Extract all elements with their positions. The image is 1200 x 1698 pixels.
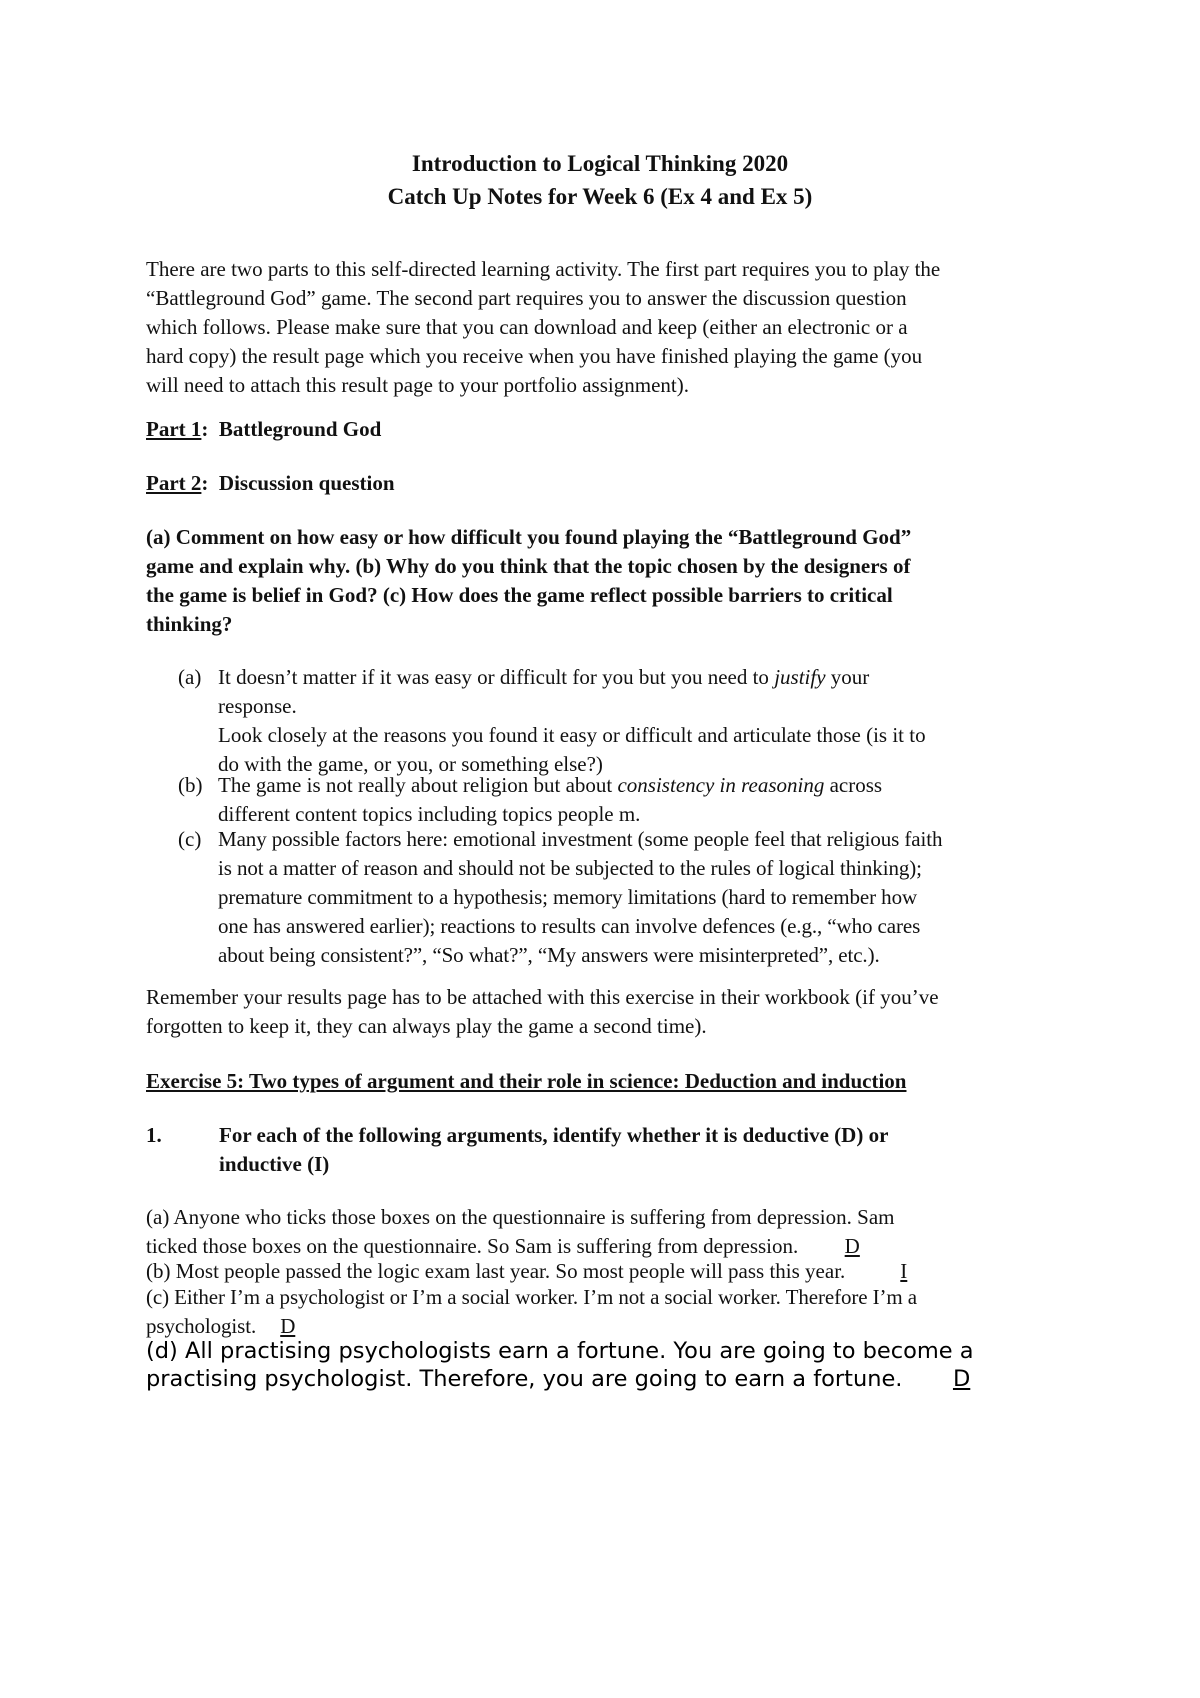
answer-c-line: Many possible factors here: emotional investment (some people feel that religious faith <box>218 827 943 851</box>
document-subtitle: Catch Up Notes for Week 6 (Ex 4 and Ex 5) <box>387 184 813 209</box>
answer-a-pre: It doesn’t matter if it was easy or difficult for you but you need to <box>218 665 775 689</box>
answer-a <box>178 663 1058 779</box>
document-title: Introduction to Logical Thinking 2020 <box>411 151 789 176</box>
answer-c-line: premature commitment to a hypothesis; memory limitations (hard to remember how <box>218 885 918 909</box>
answer-c-line: is not a matter of reason and should not be subjected to the rules of logical thinking); <box>218 856 922 880</box>
exercise5-heading: Exercise 5: Two types of argument and their role in science: Deduction and induction <box>146 1069 907 1093</box>
question-line: thinking? <box>146 612 233 636</box>
item-a-answer: D <box>844 1234 860 1258</box>
question-line: game and explain why. (b) Why do you think that the topic chosen by the designers of <box>146 554 911 578</box>
item-c-text: psychologist. <box>146 1314 257 1338</box>
intro-line: which follows. Please make sure that you can download and keep (either an electronic or a <box>146 315 908 339</box>
item-b-answer: I <box>900 1259 908 1283</box>
answer-a-line1 <box>218 663 1058 692</box>
part1-heading <box>146 415 1046 444</box>
answer-b-emphasis: consistency in reasoning <box>617 773 825 797</box>
part1-label: Part 1 <box>146 417 202 441</box>
remember-line: Remember your results page has to be attached with this exercise in their workbook (if you’ve <box>146 985 939 1009</box>
question1-line2: inductive (I) <box>219 1152 330 1176</box>
question-line: the game is belief in God? (c) How does the game reflect possible barriers to critical <box>146 583 893 607</box>
answer-a-line2: response. <box>218 694 297 718</box>
intro-line: There are two parts to this self-directed learning activity. The first part requires you to play the <box>146 257 941 281</box>
intro-line: “Battleground God” game. The second part requires you to answer the discussion question <box>146 286 907 310</box>
part2-heading <box>146 469 1046 498</box>
item-c <box>146 1283 1086 1341</box>
answer-b-label: (b) <box>178 773 203 797</box>
item-d-text: practising psychologist. Therefore, you are going to earn a fortune. <box>146 1366 903 1392</box>
remember-line: forgotten to keep it, they can always play the game a second time). <box>146 1014 707 1038</box>
item-a-line1: (a) Anyone who ticks those boxes on the questionnaire is suffering from depression. Sam <box>146 1205 895 1229</box>
intro-paragraph <box>146 255 1046 400</box>
item-a <box>146 1203 1066 1261</box>
intro-line: will need to attach this result page to your portfolio assignment). <box>146 373 689 397</box>
answer-c-line: about being consistent?”, “So what?”, “My answers were misinterpreted”, etc.). <box>218 943 880 967</box>
answer-a-line3: Look closely at the reasons you found it easy or difficult and articulate those (is it to <box>218 723 926 747</box>
item-d-line1: (d) All practising psychologists earn a fortune. You are going to become a <box>146 1338 974 1364</box>
item-c-answer: D <box>280 1314 296 1338</box>
item-d-answer: D <box>952 1366 971 1392</box>
answer-a-line4: do with the game, or you, or something else?) <box>218 752 603 776</box>
remember-paragraph <box>146 983 1046 1041</box>
intro-line: hard copy) the result page which you receive when you have finished playing the game (you <box>146 344 923 368</box>
item-d-line2 <box>146 1365 1014 1394</box>
answer-b-post: across <box>824 773 883 797</box>
answer-b-text <box>218 771 1058 829</box>
question1-number: 1. <box>146 1123 162 1147</box>
answer-b-line1 <box>218 771 1058 800</box>
part2-text: Discussion question <box>218 471 395 495</box>
item-a-text: ticked those boxes on the questionnaire. So Sam is suffering from depression. <box>146 1234 799 1258</box>
question1-text <box>219 1121 1039 1179</box>
part1-text: Battleground God <box>218 417 382 441</box>
discussion-question <box>146 523 1046 639</box>
answer-c <box>178 825 1058 970</box>
question1-line1: For each of the following arguments, identify whether it is deductive (D) or <box>219 1123 889 1147</box>
part2-label: Part 2 <box>146 471 202 495</box>
item-b-line1 <box>146 1257 1066 1286</box>
answer-c-label: (c) <box>178 827 202 851</box>
question-line: (a) Comment on how easy or how difficult you found playing the “Battleground God” <box>146 525 912 549</box>
answer-b-line2: different content topics including topics people m. <box>218 802 641 826</box>
part2-colon: : <box>201 471 209 495</box>
answer-a-post: your <box>825 665 870 689</box>
answer-a-text <box>218 663 1058 779</box>
answer-b <box>178 771 1058 829</box>
part1-colon: : <box>201 417 209 441</box>
answer-c-line: one has answered earlier); reactions to results can involve defences (e.g., “who cares <box>218 914 921 938</box>
item-b-text: (b) Most people passed the logic exam last year. So most people will pass this year. <box>146 1259 846 1283</box>
item-b <box>146 1257 1066 1286</box>
answer-b-pre: The game is not really about religion but about <box>218 773 618 797</box>
item-c-line1: (c) Either I’m a psychologist or I’m a social worker. I’m not a social worker. Therefore I’m a <box>146 1285 918 1309</box>
answer-c-text <box>218 825 1058 970</box>
answer-a-emphasis: justify <box>774 665 826 689</box>
answer-a-label: (a) <box>178 665 202 689</box>
